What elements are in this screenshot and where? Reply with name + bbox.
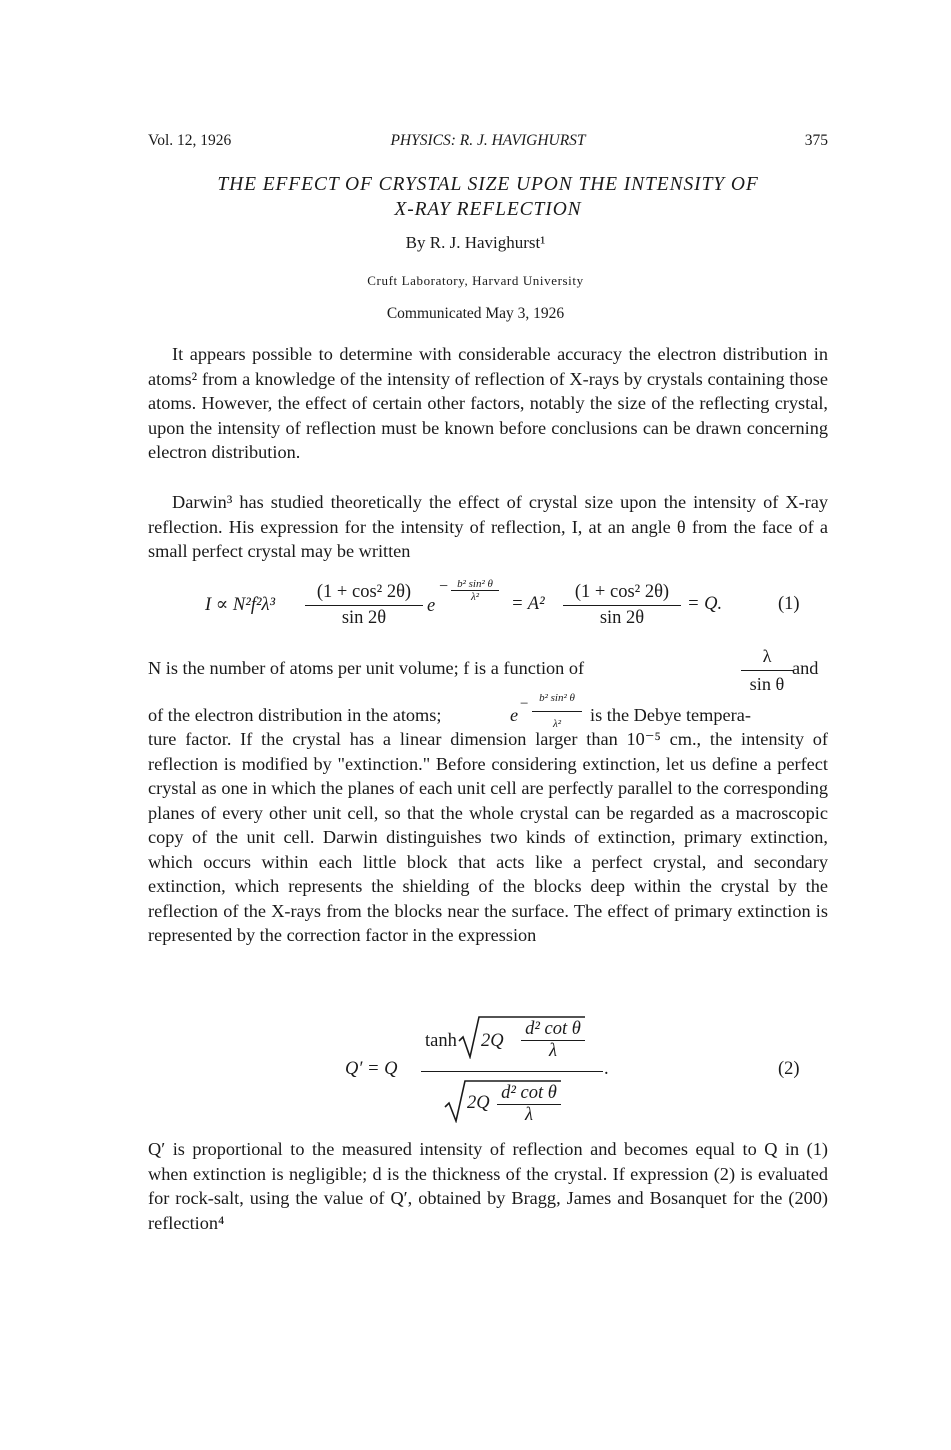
eq1-exponent-fraction bbox=[451, 578, 499, 603]
eq2-number: (2) bbox=[778, 1059, 800, 1079]
eq2-num-root-fraction bbox=[521, 1019, 585, 1062]
eq1-exp-base: e bbox=[427, 596, 436, 616]
line-debye-factor bbox=[148, 692, 828, 730]
line-n-text: N is the number of atoms per unit volume; f is a function of bbox=[148, 658, 585, 678]
eq2-period: . bbox=[604, 1059, 609, 1079]
line-n-frac-denominator: sin θ bbox=[749, 673, 785, 694]
paragraph-3: Q′ is proportional to the measured intensity of reflection and becomes equal to Q in (1) when extinction is negligible; d is the thickness of the crystal. If expression (2) is evaluated for rock-salt, using the value of Q′, obtained by Bragg, James and Bosanquet for the (200) reflection⁴ bbox=[148, 1139, 828, 1233]
line-n-fraction bbox=[741, 644, 793, 696]
eq2-num-frac-numerator: d² cot θ bbox=[525, 1019, 581, 1039]
affiliation-line: Cruft Laboratory, Harvard University bbox=[367, 273, 584, 288]
eq1-mid: = A² bbox=[511, 594, 545, 614]
line-e-minus: − bbox=[520, 696, 529, 712]
running-header bbox=[148, 132, 828, 154]
eq2-den-frac-denominator: λ bbox=[524, 1105, 533, 1125]
paragraph-1: It appears possible to determine with considerable accuracy the electron distribution in atoms² from a knowledge of the intensity of reflection of X-rays by crystals containing those atoms. However, the effect of certain other factors, notably the size of the reflecting crystal, upon the intensity of reflection must be known before conclusions can be drawn concerning electron distribution. bbox=[148, 344, 828, 462]
eq1-fraction-1 bbox=[305, 582, 423, 629]
eq1-fraction-2 bbox=[563, 582, 681, 629]
line-n-frac-bar bbox=[741, 670, 793, 671]
eq1-frac1-numerator: (1 + cos² 2θ) bbox=[316, 582, 412, 602]
equation-1 bbox=[205, 578, 805, 642]
line-n-definition bbox=[148, 646, 828, 694]
author-line: By R. J. Havighurst¹ bbox=[405, 233, 546, 252]
eq1-exp-numerator: b² sin² θ bbox=[457, 578, 493, 590]
eq2-den-root-fraction bbox=[497, 1083, 561, 1126]
eq2-main-bar bbox=[421, 1071, 603, 1072]
eq1-frac2-denominator: sin 2θ bbox=[599, 608, 645, 628]
eq1-lhs: I ∝ N²f²λ³ bbox=[205, 595, 276, 615]
eq1-rhs: = Q. bbox=[687, 594, 723, 614]
eq2-tanh: tanh bbox=[425, 1031, 457, 1051]
title-line-2: X-RAY REFLECTION bbox=[394, 199, 582, 220]
equation-2 bbox=[345, 1015, 815, 1130]
volume-label: Vol. 12, 1926 bbox=[148, 132, 232, 149]
communicated-line: Communicated May 3, 1926 bbox=[386, 305, 565, 322]
eq1-frac1-denominator: sin 2θ bbox=[341, 608, 387, 628]
title-line-1: THE EFFECT OF CRYSTAL SIZE UPON THE INTENSITY OF bbox=[217, 174, 759, 195]
eq2-den-2q: 2Q bbox=[467, 1093, 490, 1113]
line-e-end: is the Debye tempera- bbox=[590, 705, 751, 725]
paragraph-2-intro: Darwin³ has studied theoretically the effect of crystal size upon the intensity of X-ray reflection. His expression for the intensity of reflection, I, at an angle θ from the face of a small perfect crystal may be written bbox=[148, 492, 828, 561]
line-e-exp-denominator: λ² bbox=[552, 717, 562, 730]
line-e-exp-numerator: b² sin² θ bbox=[539, 692, 575, 704]
eq1-exp-minus: − bbox=[439, 578, 449, 595]
eq1-exp-denominator: λ² bbox=[470, 591, 480, 603]
line-n-end: and bbox=[792, 658, 819, 678]
paragraph-2-body: ture factor. If the crystal has a linear dimension larger than 10⁻⁵ cm., the intensity of reflection is modified by "extinction." Before considering extinction, let us define a perfect crystal as one in which the planes of each unit cell are perfectly parallel to the corresponding planes of every other unit cell, so that the whole crystal can be regarded as a macroscopic copy of the unit cell. Darwin distinguishes two kinds of extinction, primary extinction, which occurs within each little block that acts like a perfect crystal, and secondary extinction, which represents the shielding of the blocks deep within the crystal by the reflection of the X-rays from the blocks near the surface. The effect of primary extinction is represented by the correction factor in the expression bbox=[148, 729, 828, 945]
line-e-base: e bbox=[510, 705, 519, 725]
eq1-frac1-bar bbox=[305, 605, 423, 606]
eq2-num-2q: 2Q bbox=[481, 1031, 504, 1051]
eq1-frac2-numerator: (1 + cos² 2θ) bbox=[574, 582, 670, 602]
eq2-lhs: Q′ = Q bbox=[345, 1059, 398, 1079]
running-title: PHYSICS: R. J. HAVIGHURST bbox=[390, 132, 586, 149]
eq1-frac2-bar bbox=[563, 605, 681, 606]
line-e-text: of the electron distribution in the atoms; bbox=[148, 705, 442, 725]
article-title bbox=[138, 172, 838, 222]
eq1-number: (1) bbox=[778, 594, 800, 614]
eq2-den-frac-numerator: d² cot θ bbox=[501, 1083, 557, 1103]
line-n-frac-numerator: λ bbox=[762, 646, 772, 666]
page-number: 375 bbox=[804, 132, 828, 149]
eq2-num-frac-denominator: λ bbox=[548, 1041, 557, 1061]
